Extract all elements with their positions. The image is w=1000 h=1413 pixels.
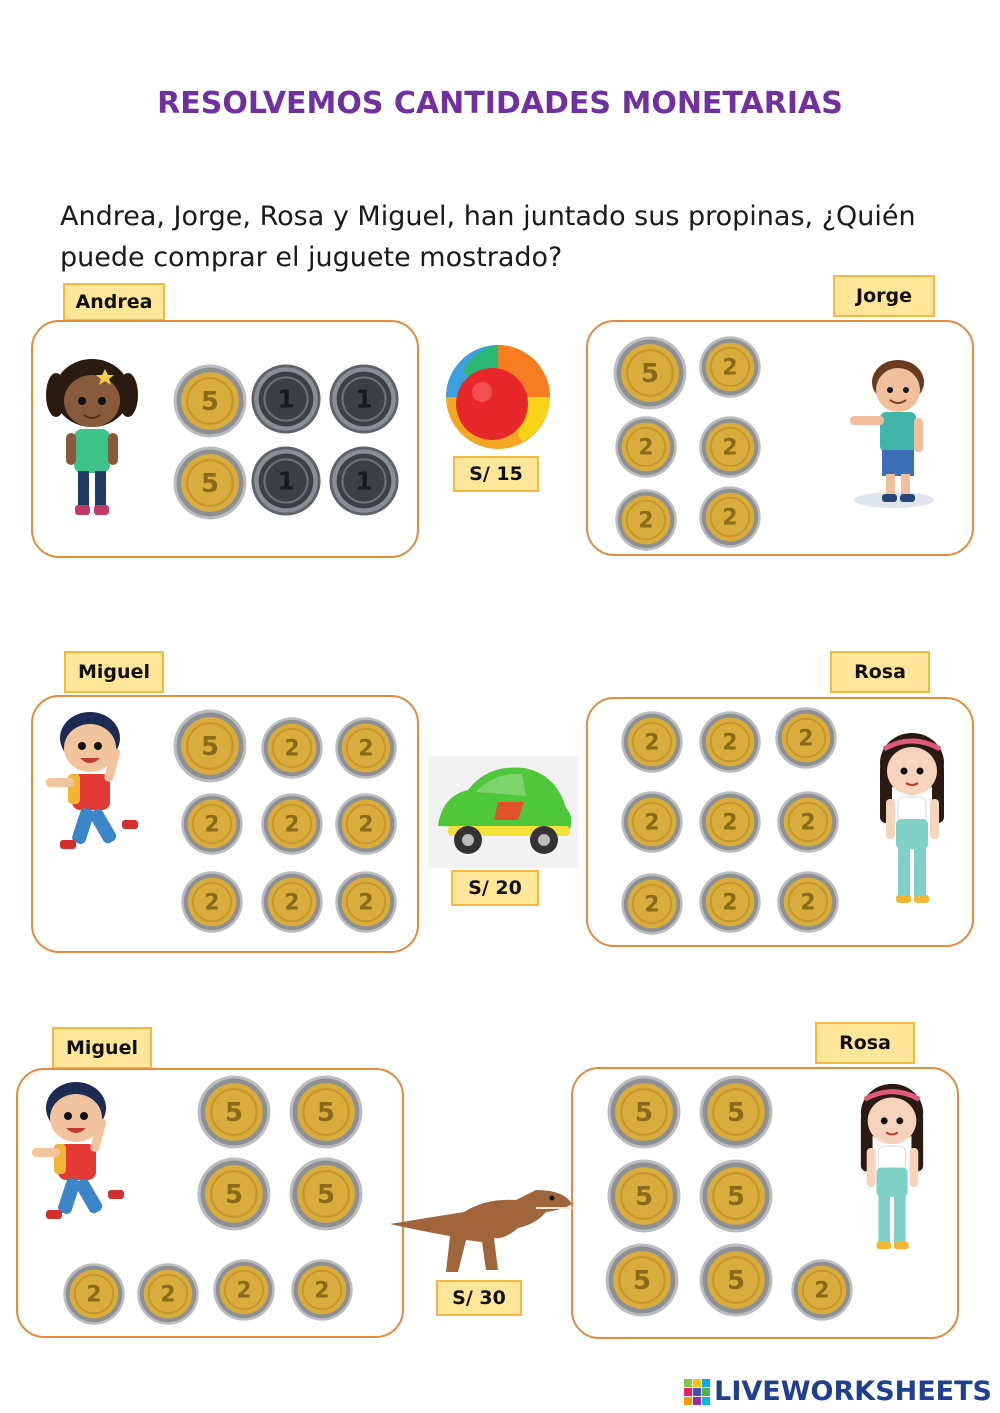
coin-value-label: 5 bbox=[201, 732, 219, 763]
coin-value-label: 2 bbox=[284, 890, 300, 916]
coin-value-label: 2 bbox=[722, 435, 738, 461]
question-line-2: puede comprar el juguete mostrado? bbox=[60, 242, 563, 273]
coin-value-label: 2 bbox=[86, 1282, 102, 1308]
coin-value-label: 5 bbox=[317, 1180, 335, 1211]
coin-value-label: 2 bbox=[638, 508, 654, 534]
toy-car-icon bbox=[428, 756, 578, 868]
two-soles-coin-icon bbox=[614, 415, 678, 479]
coin-value-label: 5 bbox=[727, 1182, 745, 1213]
coin-value-label: 1 bbox=[277, 466, 295, 496]
name-tag-andrea: Andrea bbox=[63, 283, 165, 321]
coin-value-label: 5 bbox=[641, 359, 659, 390]
coin-value-label: 2 bbox=[722, 730, 738, 756]
two-soles-coin-icon bbox=[620, 790, 684, 854]
two-soles-coin-icon bbox=[698, 710, 762, 774]
two-soles-coin-icon bbox=[180, 870, 244, 934]
coin-value-label: 5 bbox=[635, 1098, 653, 1129]
two-soles-coin-icon bbox=[620, 710, 684, 774]
coin-value-label: 2 bbox=[638, 435, 654, 461]
two-soles-coin-icon bbox=[698, 335, 762, 399]
coin-value-label: 2 bbox=[314, 1278, 330, 1304]
coin-value-label: 2 bbox=[204, 890, 220, 916]
five-soles-coin-icon bbox=[196, 1156, 272, 1232]
five-soles-coin-icon bbox=[604, 1242, 680, 1318]
beach-ball-icon bbox=[442, 342, 554, 452]
coin-value-label: 2 bbox=[204, 812, 220, 838]
name-tag-rosa-2: Rosa bbox=[815, 1022, 915, 1064]
coin-value-label: 2 bbox=[722, 810, 738, 836]
two-soles-coin-icon bbox=[774, 706, 838, 770]
coin-value-label: 2 bbox=[358, 736, 374, 762]
five-soles-coin-icon bbox=[612, 335, 688, 411]
name-tag-rosa-1: Rosa bbox=[830, 651, 930, 693]
girl-andrea-icon bbox=[42, 345, 142, 520]
name-tag-miguel-1: Miguel bbox=[64, 651, 164, 693]
liveworksheets-footer bbox=[684, 1376, 992, 1407]
five-soles-coin-icon bbox=[172, 708, 248, 784]
coin-value-label: 2 bbox=[236, 1278, 252, 1304]
five-soles-coin-icon bbox=[172, 445, 248, 521]
two-soles-coin-icon bbox=[180, 792, 244, 856]
coin-value-label: 2 bbox=[722, 890, 738, 916]
coin-value-label: 2 bbox=[814, 1278, 830, 1304]
five-soles-coin-icon bbox=[288, 1156, 364, 1232]
coin-value-label: 2 bbox=[644, 892, 660, 918]
five-soles-coin-icon bbox=[698, 1242, 774, 1318]
boy-miguel-icon bbox=[42, 708, 142, 863]
name-tag-miguel-2: Miguel bbox=[52, 1027, 152, 1069]
two-soles-coin-icon bbox=[260, 716, 324, 780]
coin-value-label: 1 bbox=[355, 384, 373, 414]
two-soles-coin-icon bbox=[776, 790, 840, 854]
five-soles-coin-icon bbox=[606, 1158, 682, 1234]
two-soles-coin-icon bbox=[260, 792, 324, 856]
two-soles-coin-icon bbox=[790, 1258, 854, 1322]
two-soles-coin-icon bbox=[620, 872, 684, 936]
coin-value-label: 5 bbox=[727, 1266, 745, 1297]
coin-value-label: 2 bbox=[644, 730, 660, 756]
coin-value-label: 2 bbox=[284, 812, 300, 838]
girl-rosa-2-icon bbox=[850, 1078, 935, 1258]
coin-value-label: 2 bbox=[358, 812, 374, 838]
five-soles-coin-icon bbox=[606, 1074, 682, 1150]
liveworksheets-logo-icon bbox=[684, 1379, 710, 1405]
five-soles-coin-icon bbox=[288, 1074, 364, 1150]
two-soles-coin-icon bbox=[698, 790, 762, 854]
five-soles-coin-icon bbox=[196, 1074, 272, 1150]
coin-value-label: 2 bbox=[644, 810, 660, 836]
two-soles-coin-icon bbox=[136, 1262, 200, 1326]
coin-value-label: 2 bbox=[800, 890, 816, 916]
coin-value-label: 5 bbox=[317, 1098, 335, 1129]
price-tag-dino: S/ 30 bbox=[436, 1280, 522, 1316]
coin-value-label: 2 bbox=[722, 505, 738, 531]
two-soles-coin-icon bbox=[62, 1262, 126, 1326]
two-soles-coin-icon bbox=[260, 870, 324, 934]
worksheet-title: RESOLVEMOS CANTIDADES MONETARIAS bbox=[157, 86, 843, 121]
coin-value-label: 5 bbox=[633, 1266, 651, 1297]
two-soles-coin-icon bbox=[776, 870, 840, 934]
two-soles-coin-icon bbox=[290, 1258, 354, 1322]
boy-miguel-2-icon bbox=[28, 1078, 128, 1233]
one-sol-coin-icon bbox=[328, 445, 400, 517]
coin-value-label: 5 bbox=[225, 1098, 243, 1129]
five-soles-coin-icon bbox=[172, 363, 248, 439]
one-sol-coin-icon bbox=[328, 363, 400, 435]
coin-value-label: 5 bbox=[201, 387, 219, 418]
coin-value-label: 5 bbox=[635, 1182, 653, 1213]
coin-value-label: 2 bbox=[358, 890, 374, 916]
two-soles-coin-icon bbox=[334, 870, 398, 934]
five-soles-coin-icon bbox=[698, 1158, 774, 1234]
coin-value-label: 5 bbox=[225, 1180, 243, 1211]
coin-value-label: 2 bbox=[284, 736, 300, 762]
two-soles-coin-icon bbox=[698, 485, 762, 549]
coin-value-label: 2 bbox=[800, 810, 816, 836]
question-text bbox=[60, 196, 960, 278]
two-soles-coin-icon bbox=[698, 870, 762, 934]
two-soles-coin-icon bbox=[334, 716, 398, 780]
coin-value-label: 1 bbox=[355, 466, 373, 496]
boy-jorge-icon bbox=[842, 352, 942, 517]
one-sol-coin-icon bbox=[250, 445, 322, 517]
one-sol-coin-icon bbox=[250, 363, 322, 435]
dinosaur-toy-icon bbox=[386, 1178, 578, 1278]
two-soles-coin-icon bbox=[614, 488, 678, 552]
five-soles-coin-icon bbox=[698, 1074, 774, 1150]
question-line-1: Andrea, Jorge, Rosa y Miguel, han juntado sus propinas, ¿Quién bbox=[60, 201, 916, 232]
girl-rosa-icon bbox=[870, 727, 955, 912]
two-soles-coin-icon bbox=[212, 1258, 276, 1322]
coin-value-label: 2 bbox=[160, 1282, 176, 1308]
coin-value-label: 5 bbox=[727, 1098, 745, 1129]
two-soles-coin-icon bbox=[334, 792, 398, 856]
name-tag-jorge: Jorge bbox=[833, 275, 935, 317]
price-tag-car: S/ 20 bbox=[451, 870, 539, 906]
coin-value-label: 1 bbox=[277, 384, 295, 414]
price-tag-ball: S/ 15 bbox=[453, 456, 539, 492]
coin-value-label: 2 bbox=[798, 726, 814, 752]
coin-value-label: 2 bbox=[722, 355, 738, 381]
coin-value-label: 5 bbox=[201, 469, 219, 500]
liveworksheets-brand: LIVEWORKSHEETS bbox=[714, 1376, 992, 1407]
two-soles-coin-icon bbox=[698, 415, 762, 479]
